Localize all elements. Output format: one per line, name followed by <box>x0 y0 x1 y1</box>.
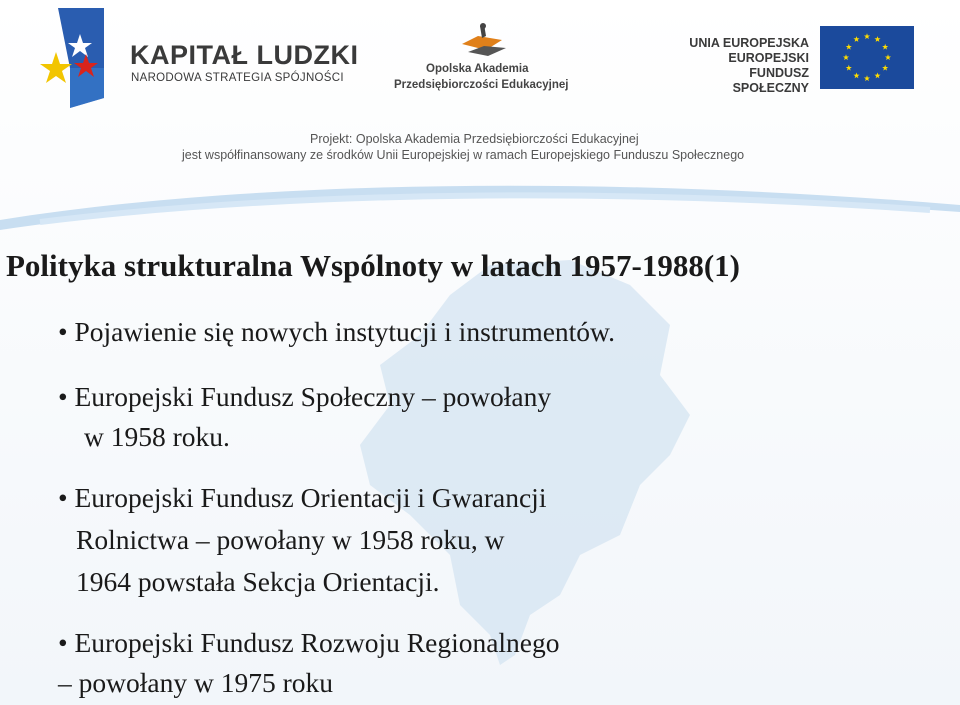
bullet-4-line-2: – powołany w 1975 roku <box>58 667 333 698</box>
bullet-1-line-1: • Pojawienie się nowych instytucji i instrumentów. <box>58 316 616 347</box>
bullet-2-line-2: w 1958 roku. <box>84 421 230 452</box>
kapital-ludzki-title: KAPITAŁ LUDZKI <box>130 40 359 70</box>
eu-label-line2: EUROPEJSKI <box>728 51 809 65</box>
academy-name-line2: Przedsiębiorczości Edukacyjnej <box>394 79 569 91</box>
bullet-3-line-3: 1964 powstała Sekcja Orientacji. <box>76 566 440 597</box>
bullet-2-line-1: • Europejski Fundusz Społeczny – powołany <box>58 381 552 412</box>
eu-flag-icon <box>820 26 914 89</box>
kapital-ludzki-subtitle: NARODOWA STRATEGIA SPÓJNOŚCI <box>131 72 344 84</box>
slide-title: Polityka strukturalna Wspólnoty w latach 1957-1988(1) <box>6 248 740 283</box>
bullet-4-line-1: • Europejski Fundusz Rozwoju Regionalnego <box>58 627 560 658</box>
decorative-swoosh <box>0 160 960 240</box>
bullet-3-line-2: Rolnictwa – powołany w 1958 roku, w <box>76 524 505 555</box>
bullet-3-line-1: • Europejski Fundusz Orientacji i Gwarancji <box>58 482 547 513</box>
kapital-ludzki-logo-icon <box>40 8 112 108</box>
header-bar <box>0 0 960 230</box>
academy-name-line1: Opolska Akademia <box>426 63 529 75</box>
project-info-line2: jest współfinansowany ze środków Unii Europejskiej w ramach Europejskiego Funduszu Społecznego <box>182 148 745 162</box>
eu-label-line1: UNIA EUROPEJSKA <box>689 36 809 50</box>
eu-label-line3: FUNDUSZ SPOŁECZNY <box>732 66 809 95</box>
eu-fund-label <box>672 36 809 96</box>
academy-logo-icon <box>458 22 508 58</box>
project-info-line1: Projekt: Opolska Akademia Przedsiębiorczości Edukacyjnej <box>310 132 639 146</box>
